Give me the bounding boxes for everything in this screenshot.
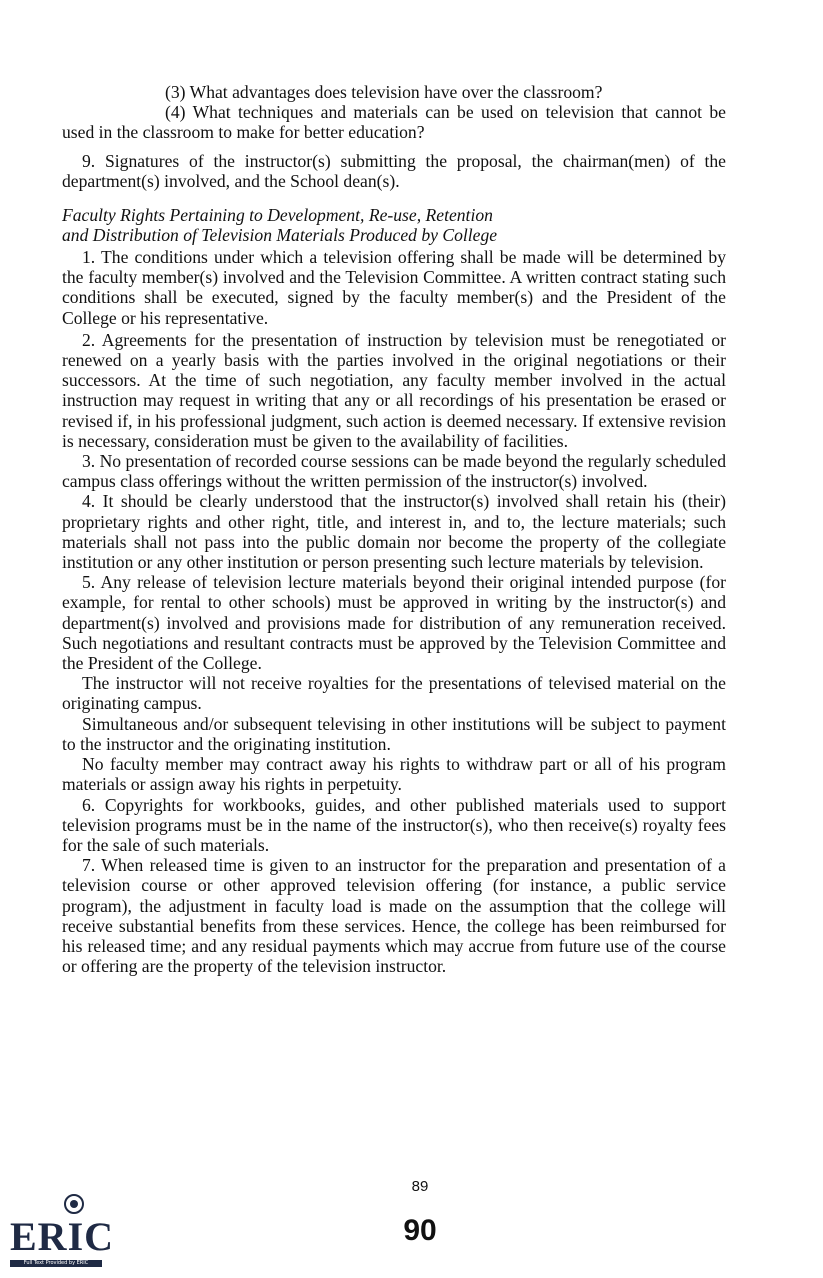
rights-paragraph-6: 6. Copyrights for workbooks, guides, and other published materials used to support television programs must be in the name of the instructor(s), who then receive(s) royalty fees for the sale of such materials. [62,794,726,855]
rights-paragraph-3: 3. No presentation of recorded course sessions can be made beyond the regularly scheduled campus class offerings without the written permission of the instructor(s) involved. [62,451,726,492]
question-4: (4) What techniques and materials can be used on television that cannot be used in the classroom to make for better education? [62,102,726,143]
item-9-signatures: 9. Signatures of the instructor(s) submitting the proposal, the chairman(men) of the department(s) involved, and the School dean(s). [62,150,726,191]
rights-paragraph-5: 5. Any release of television lecture materials beyond their original intended purpose (for example, for rental to other schools) must be approved in writing by the instructor(s) and department(s) involved and provisions made for distribution of any remuneration received. Such negotiations and resultant contracts must be approved by the Television Committee and the President of the College. [62,572,726,674]
document-body [62,82,726,976]
question-3: (3) What advantages does television have over the classroom? [165,82,603,102]
section-heading-line-1: Faculty Rights Pertaining to Development, Re-use, Retention [62,205,493,226]
eric-logo-text: ERIC [10,1214,115,1259]
sheet-number: 90 [403,1214,437,1247]
rights-paragraph-7: 7. When released time is given to an instructor for the preparation and presentation of a television course or other approved television offering (for instance, a public service program), the adjustment in faculty load is made on the assumption that the college will receive substantial benefits from these services. Hence, the college has been reimbursed for his released time; and any residual payments which may accrue from future use of the course or offering are the property of the television instructor. [62,855,726,977]
rights-paragraph-5-simultaneous: Simultaneous and/or subsequent televising in other institutions will be subject to payment to the instructor and the originating institution. [62,713,726,754]
rights-paragraph-5-withdraw: No faculty member may contract away his rights to withdraw part or all of his program materials or assign away his rights in perpetuity. [62,754,726,795]
eric-logo-subtext: Full Text Provided by ERIC [10,1260,102,1267]
section-heading-line-2: and Distribution of Television Materials Produced by College [62,225,498,246]
rights-paragraph-4: 4. It should be clearly understood that the instructor(s) involved shall retain his (their) proprietary rights and other right, title, and interest in, and to, the lecture materials; such materials shall not pass into the public domain nor become the property of the collegiate institution or any other institution or person presenting such lecture materials by television. [62,491,726,573]
rights-paragraph-2: 2. Agreements for the presentation of instruction by television must be renegotiated or renewed on a yearly basis with the parties involved in the original negotiations or their successors. At the time of such negotiation, any faculty member involved in the actual instruction may request in writing that any or all recordings of his presentation be erased or revised if, in his professional judgment, such action is deemed necessary. If extensive revision is necessary, consideration must be given to the availability of facilities. [62,329,726,451]
page-number: 89 [411,1178,429,1195]
rights-paragraph-1: 1. The conditions under which a television offering shall be made will be determined by the faculty member(s) involved and the Television Committee. A written contract stating such conditions shall be executed, signed by the faculty member(s) and the President of the College or his representative. [62,247,726,328]
section-heading [62,205,726,245]
rights-paragraph-5-royalties: The instructor will not receive royalties for the presentations of televised material on the originating campus. [62,673,726,714]
